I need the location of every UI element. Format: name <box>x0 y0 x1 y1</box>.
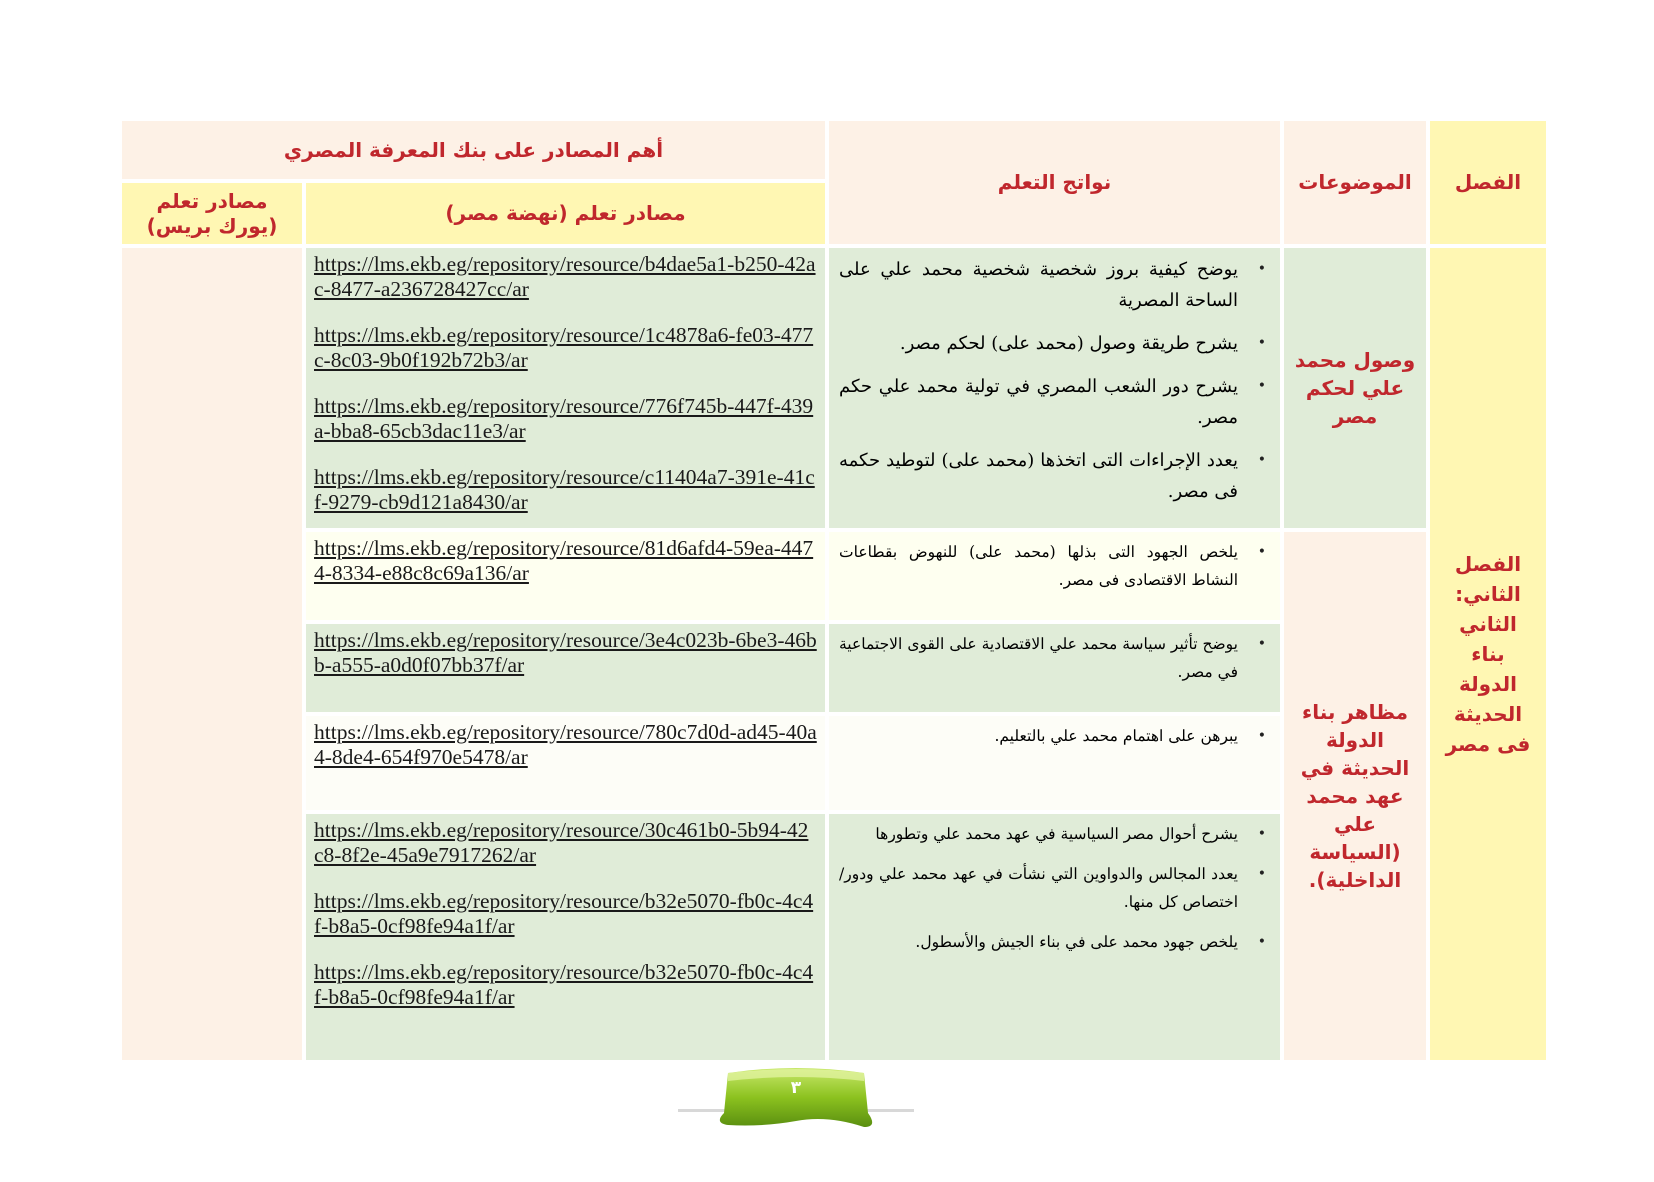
links-cell-row-3 <box>306 624 825 712</box>
page-number: ٣ <box>790 1078 802 1098</box>
links-cell-row-1 <box>306 248 825 528</box>
topic-2: مظاهر بناء الدولة الحديثة في عهد محمد علي (السياسة الداخلية). <box>1284 532 1426 1060</box>
header-nahdet-misr-sources: مصادر تعلم (نهضة مصر) <box>306 183 825 244</box>
outcome-item: • يوضح تأثير سياسة محمد علي الاقتصادية على القوى الاجتماعية في مصر. <box>839 630 1238 686</box>
resource-link[interactable]: https://lms.ekb.eg/repository/resource/1c4878a6-fe03-477c-8c03-9b0f192b72b3/ar <box>314 323 814 372</box>
outcome-item: • يعدد المجالس والدواوين التي نشأت في عهد محمد علي ودور/ اختصاص كل منها. <box>839 860 1238 916</box>
resource-link[interactable]: https://lms.ekb.eg/repository/resource/780c7d0d-ad45-40a4-8de4-654f970e5478/ar <box>314 720 817 769</box>
header-learning-outcomes: نواتج التعلم <box>829 121 1280 244</box>
resource-link[interactable]: https://lms.ekb.eg/repository/resource/b4dae5a1-b250-42ac-8477-a236728427cc/ar <box>314 252 816 301</box>
header-chapter: الفصل <box>1430 121 1546 244</box>
header-topics: الموضوعات <box>1284 121 1426 244</box>
resource-link[interactable]: https://lms.ekb.eg/repository/resource/81d6afd4-59ea-4474-8334-e88c8c69a136/ar <box>314 536 814 585</box>
links-cell-row-5 <box>306 814 825 1060</box>
outcomes-cell-row-5 <box>829 814 1280 1060</box>
links-cell-row-4 <box>306 716 825 810</box>
resource-link[interactable]: https://lms.ekb.eg/repository/resource/b32e5070-fb0c-4c4f-b8a5-0cf98fe94a1f/ar <box>314 889 814 938</box>
topic-1: وصول محمد علي لحكم مصر <box>1284 248 1426 528</box>
resource-link[interactable]: https://lms.ekb.eg/repository/resource/3e4c023b-6be3-46bb-a555-a0d0f07bb37f/ar <box>314 628 817 677</box>
chapter-title: الفصل الثاني: الثاني بناء الدولة الحديثة فى مصر <box>1430 248 1546 1060</box>
resource-link[interactable]: https://lms.ekb.eg/repository/resource/b32e5070-fb0c-4c4f-b8a5-0cf98fe94a1f/ar <box>314 960 814 1009</box>
outcome-item: • يلخص الجهود التى بذلها (محمد على) للنهوض بقطاعات النشاط الاقتصادى فى مصر. <box>839 538 1238 594</box>
outcomes-cell-row-2 <box>829 532 1280 620</box>
outcomes-cell-row-1 <box>829 248 1280 528</box>
outcome-item: • يلخص جهود محمد على في بناء الجيش والأسطول. <box>839 928 1238 956</box>
curriculum-table <box>122 121 1544 1048</box>
header-main-sources: أهم المصادر على بنك المعرفة المصري <box>122 121 825 179</box>
resource-link[interactable]: https://lms.ekb.eg/repository/resource/c11404a7-391e-41cf-9279-cb9d121a8430/ar <box>314 465 815 514</box>
outcome-item: • يشرح أحوال مصر السياسية في عهد محمد علي وتطورها <box>839 820 1238 848</box>
outcome-item: • يعدد الإجراءات التى اتخذها (محمد على) لتوطيد حكمه فى مصر. <box>839 445 1238 507</box>
header-york-press-sources: مصادر تعلم (يورك بريس) <box>122 183 302 244</box>
outcome-item: • يشرح طريقة وصول (محمد على) لحكم مصر. <box>839 328 1238 359</box>
outcome-item: • يبرهن على اهتمام محمد علي بالتعليم. <box>839 722 1238 750</box>
outcomes-cell-row-4 <box>829 716 1280 810</box>
links-cell-row-2 <box>306 532 825 620</box>
resource-link[interactable]: https://lms.ekb.eg/repository/resource/776f745b-447f-439a-bba8-65cb3dac11e3/ar <box>314 394 814 443</box>
resource-link[interactable]: https://lms.ekb.eg/repository/resource/30c461b0-5b94-42c8-8f2e-45a9e7917262/ar <box>314 818 809 867</box>
outcomes-cell-row-3 <box>829 624 1280 712</box>
york-press-sources-cell <box>122 248 302 1060</box>
outcome-item: • يشرح دور الشعب المصري في تولية محمد علي حكم مصر. <box>839 371 1238 433</box>
outcome-item: • يوضح كيفية بروز شخصية شخصية محمد علي على الساحة المصرية <box>839 254 1238 316</box>
